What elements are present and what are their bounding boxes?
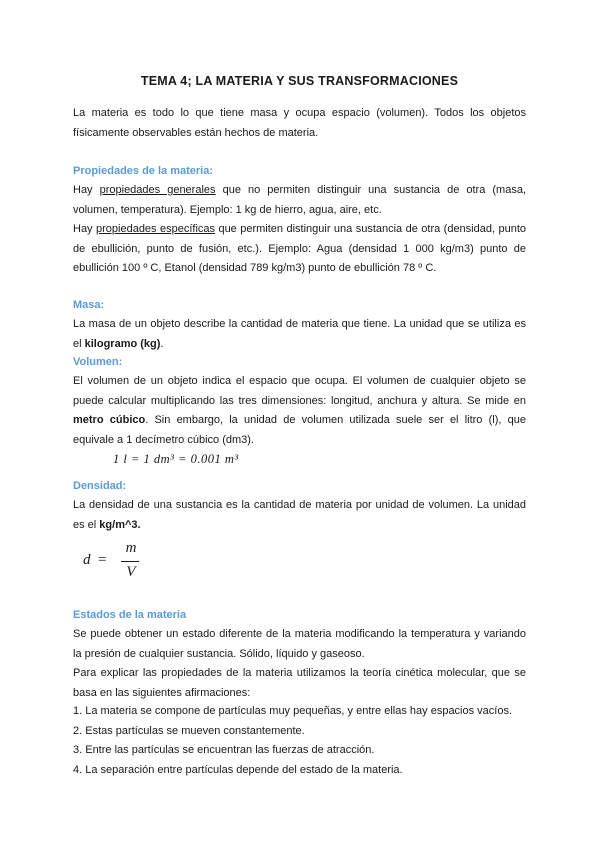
volumen-text-post: . Sin embargo, la unidad de volumen utilizada suele ser el litro (l), que equivale a 1 decímetro cúbico (dm3). bbox=[73, 414, 526, 446]
formula-density-symbol: d bbox=[83, 552, 91, 568]
propiedades-especificas-pre: Hay bbox=[73, 223, 96, 235]
masa-text-post: . bbox=[160, 337, 164, 350]
propiedades-generales-post: que no permiten distinguir una sustancia de otra (masa, volumen, temperatura). Ejemplo: 1 kg de hierro, agua, aire, etc. bbox=[73, 184, 526, 216]
masa-heading: Masa: bbox=[73, 299, 105, 311]
propiedades-generales-term: propiedades generales bbox=[99, 184, 216, 196]
formula-equals-sign: = bbox=[98, 552, 107, 568]
estados-paragraph-2: Para explicar las propiedades de la materia utilizamos la teoría cinética molecular, que se basa en las siguientes afirmaciones: bbox=[73, 667, 526, 699]
propiedades-especificas-post: que permiten distinguir una sustancia de otra (densidad, punto de ebullición, punto de fusión, etc.). Ejemplo: Agua (densidad 1 000 kg/m3) punto de ebullición 100 º C, Etanol (densidad 789 kg/m3) punto de ebullición 78 º C. bbox=[73, 223, 526, 274]
estados-paragraph-1: Se puede obtener un estado diferente de la materia modificando la temperatura y variando la presión de cualquier sustancia. Sólido, líquido y gaseoso. bbox=[73, 628, 526, 660]
densidad-heading: Densidad: bbox=[73, 480, 127, 492]
formula-numerator: m bbox=[125, 540, 137, 556]
densidad-text-pre: La densidad de una sustancia es la cantidad de materia por unidad de volumen. La unidad es el bbox=[73, 499, 526, 531]
intro-paragraph: La materia es todo lo que tiene masa y ocupa espacio (volumen). Todos los objetos físicamente observables están hechos de materia. bbox=[73, 107, 526, 139]
list-item: 4. La separación entre partículas depende del estado de la materia. bbox=[73, 763, 403, 776]
document-title: TEMA 4; LA MATERIA Y SUS TRANSFORMACIONES bbox=[140, 74, 459, 88]
formula-fraction-bar bbox=[121, 561, 139, 562]
volumen-paragraph bbox=[73, 372, 526, 450]
list-item: 2. Estas partículas se mueven constantemente. bbox=[73, 724, 305, 737]
propiedades-especificas-term: propiedades específicas bbox=[96, 223, 216, 235]
propiedades-especificas-paragraph bbox=[73, 220, 526, 279]
densidad-unit: kg/m^3. bbox=[99, 518, 141, 531]
list-item: 3. Entre las partículas se encuentran las fuerzas de atracción. bbox=[73, 744, 375, 756]
densidad-paragraph bbox=[73, 496, 526, 535]
estados-list bbox=[73, 702, 526, 780]
volumen-heading: Volumen: bbox=[73, 356, 123, 368]
masa-unit: kilogramo (kg) bbox=[84, 337, 161, 350]
volumen-text-pre: El volumen de un objeto indica el espacio que ocupa. El volumen de cualquier objeto se puede calcular multiplicando las tres dimensiones: longitud, anchura y altura. Se mide en bbox=[73, 375, 526, 407]
volumen-unit: metro cúbico bbox=[73, 414, 146, 426]
list-item: 1. La materia se compone de partículas muy pequeñas, y entre ellas hay espacios vacíos. bbox=[73, 705, 513, 717]
estados-heading: Estados de la materia bbox=[73, 609, 187, 621]
formula-denominator: V bbox=[126, 564, 136, 580]
propiedades-heading: Propiedades de la materia: bbox=[73, 165, 213, 177]
propiedades-generales-paragraph bbox=[73, 181, 526, 220]
masa-text-pre: La masa de un objeto describe la cantidad de materia que tiene. La unidad que se utiliza es el bbox=[73, 318, 526, 350]
volume-equivalence-equation: 1 l = 1 dm³ = 0.001 m³ bbox=[113, 452, 239, 466]
propiedades-generales-pre: Hay bbox=[73, 184, 100, 196]
masa-paragraph bbox=[73, 315, 526, 354]
